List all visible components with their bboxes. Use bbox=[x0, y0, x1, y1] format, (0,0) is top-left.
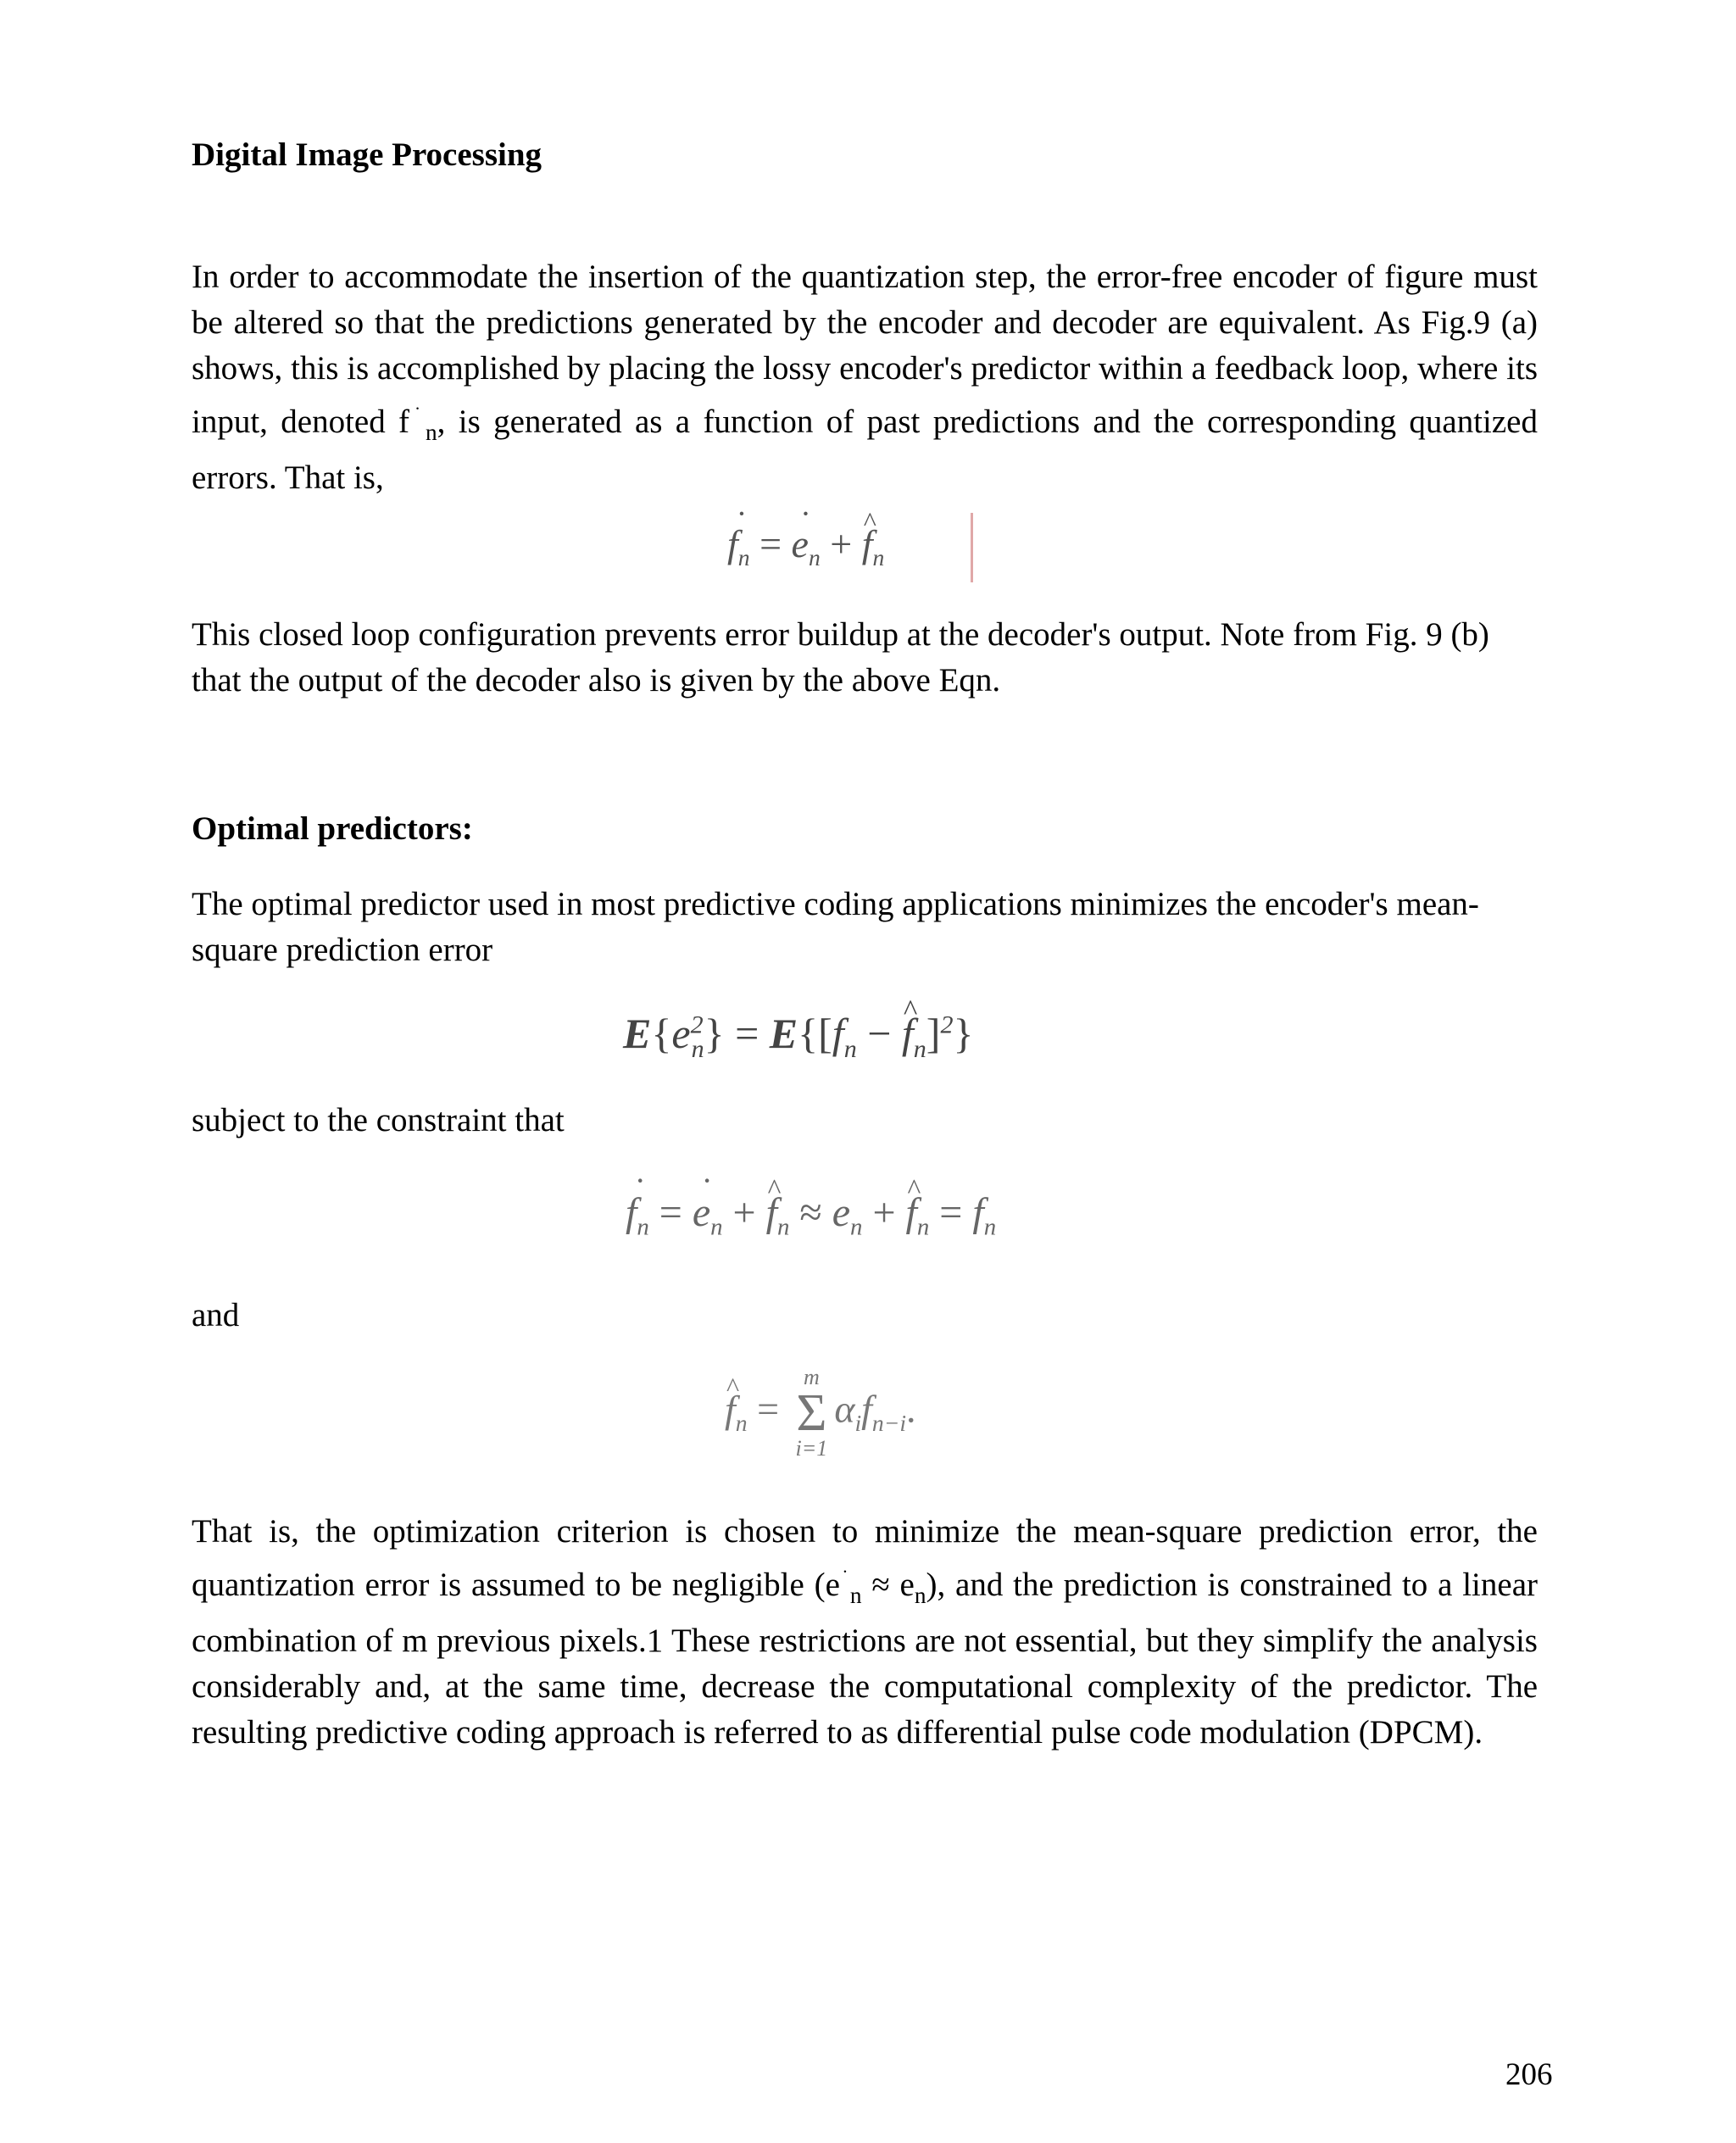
equals-sign: = bbox=[939, 1190, 973, 1235]
plus-sign: + bbox=[872, 1190, 906, 1235]
equals-sign: = bbox=[659, 1190, 693, 1235]
period: . bbox=[906, 1387, 916, 1431]
expectation-symbol: E bbox=[623, 1010, 652, 1057]
paragraph-text: , is generated as a function of past predictions and the corresponding quantized errors. That is, bbox=[192, 404, 1538, 496]
subscript-n: n bbox=[710, 1213, 723, 1241]
equation-closed-loop bbox=[727, 521, 884, 571]
subscript-i: i bbox=[854, 1409, 862, 1436]
subscript-n: n bbox=[843, 1035, 857, 1063]
plus-sign: + bbox=[732, 1190, 766, 1235]
expectation-symbol: E bbox=[769, 1010, 798, 1057]
subscript-n: n bbox=[872, 544, 885, 571]
subscript-n: n bbox=[737, 544, 750, 571]
f-hat-symbol: ^ f bbox=[766, 1189, 777, 1236]
text-cursor-mark bbox=[971, 513, 973, 582]
page-number: 206 bbox=[1505, 2057, 1553, 2092]
paragraph-quantization-intro bbox=[192, 254, 1538, 501]
subscript-n: n bbox=[850, 1213, 863, 1241]
equation-constraint: ˙ $f_n$ = ˙ $e_n$ + ^ $f_n \approx e_n$ + ^ $f_n = f_n$ bbox=[626, 1189, 996, 1242]
f-dot-symbol: ˙ f bbox=[727, 521, 738, 566]
f-hat-symbol: ^ f bbox=[862, 521, 873, 566]
equals-sign: = bbox=[760, 522, 792, 565]
approx-sign: ≈ bbox=[799, 1190, 832, 1235]
subscript-n: n bbox=[913, 1035, 926, 1063]
equals-sign: = bbox=[757, 1387, 789, 1431]
bracket: {[ bbox=[798, 1010, 832, 1057]
brace: { bbox=[651, 1010, 672, 1057]
subscript-n: n bbox=[808, 544, 821, 571]
summation bbox=[796, 1367, 828, 1460]
running-header: Digital Image Processing bbox=[192, 136, 542, 173]
dot-mark: ˙ bbox=[839, 1567, 850, 1589]
subscript-n: n bbox=[916, 1213, 930, 1241]
subscript: n bbox=[426, 419, 437, 445]
plus-sign: + bbox=[830, 522, 862, 565]
paragraph-text: That is, the optimization criterion is chosen to minimize the mean-square prediction error, the quantization error is assumed to be negligible (e bbox=[192, 1513, 1538, 1603]
paragraph-and: and bbox=[192, 1297, 240, 1333]
sum-lower-limit: i=1 bbox=[795, 1436, 828, 1461]
f-hat-symbol: ^ f bbox=[902, 1009, 914, 1058]
paragraph-text: In order to accommodate the insertion of the quantization step, the error-free encoder of figure must be altered so that the predictions generated by the encoder and decoder are equivalent. As Fig.9 (a) shows, this is accomplished by placing the lossy encoder's predictor within a feedback loop, where its input, denoted f bbox=[192, 259, 1538, 440]
equals-sign: = bbox=[735, 1010, 770, 1057]
e-dot-symbol: ˙ e bbox=[792, 521, 809, 566]
f-hat-symbol: ^ f bbox=[725, 1387, 736, 1432]
paragraph-constraint: subject to the constraint that bbox=[192, 1102, 565, 1138]
bracket: ] bbox=[926, 1010, 941, 1057]
superscript-2: 2 bbox=[690, 1010, 704, 1039]
subscript-n: n bbox=[637, 1213, 649, 1241]
subscript-n: n bbox=[983, 1213, 997, 1241]
subscript-n: n bbox=[691, 1035, 704, 1063]
subscript: n bbox=[849, 1582, 862, 1608]
paragraph-optimal-predictor: The optimal predictor used in most predictive coding applications minimizes the encoder's mean-square prediction error bbox=[192, 886, 1479, 968]
paragraph-closed-loop: This closed loop configuration prevents error buildup at the decoder's output. Note from Fig. 9 (b) that the output of the decoder also is given by the above Eqn. bbox=[192, 616, 1489, 699]
brace: } bbox=[953, 1010, 974, 1057]
subscript-n-minus-i: n−i bbox=[871, 1409, 907, 1436]
subscript: n bbox=[914, 1582, 926, 1608]
equation-mean-square-error: $E\{e^2_n\} = E\{[f_n$ − ^ $f_n]^2$} bbox=[623, 1009, 973, 1064]
subscript-n: n bbox=[735, 1409, 748, 1436]
f-dot-symbol: ˙ f bbox=[626, 1189, 637, 1236]
paragraph-text: ), and the prediction is constrained to a linear combination of m previous pixels.1 These restrictions are not essential, but they simplify the analysis considerably and, at the same time, decrease the computational complexity of the predictor. The resulting predictive coding approach is referred to as differential pulse code modulation (DPCM). bbox=[192, 1567, 1538, 1751]
sum-upper-limit: m bbox=[804, 1365, 820, 1389]
e-dot-symbol: ˙ e bbox=[693, 1189, 710, 1236]
subscript-n: n bbox=[776, 1213, 790, 1241]
brace: } bbox=[704, 1010, 725, 1057]
superscript-2: 2 bbox=[940, 1010, 954, 1039]
minus-sign: − bbox=[867, 1010, 902, 1057]
paragraph-dpcm bbox=[192, 1509, 1538, 1756]
equation-linear-predictor: ^ $f_n$ = m Σ i=1 $\alpha_if_{n-i}$. bbox=[725, 1367, 916, 1460]
section-heading-optimal-predictors: Optimal predictors: bbox=[192, 810, 473, 847]
dot-mark: ˙ bbox=[409, 404, 426, 426]
sigma-symbol: Σ bbox=[796, 1384, 827, 1442]
f-hat-symbol: ^ f bbox=[906, 1189, 917, 1236]
paragraph-text: ≈ e bbox=[861, 1567, 915, 1603]
